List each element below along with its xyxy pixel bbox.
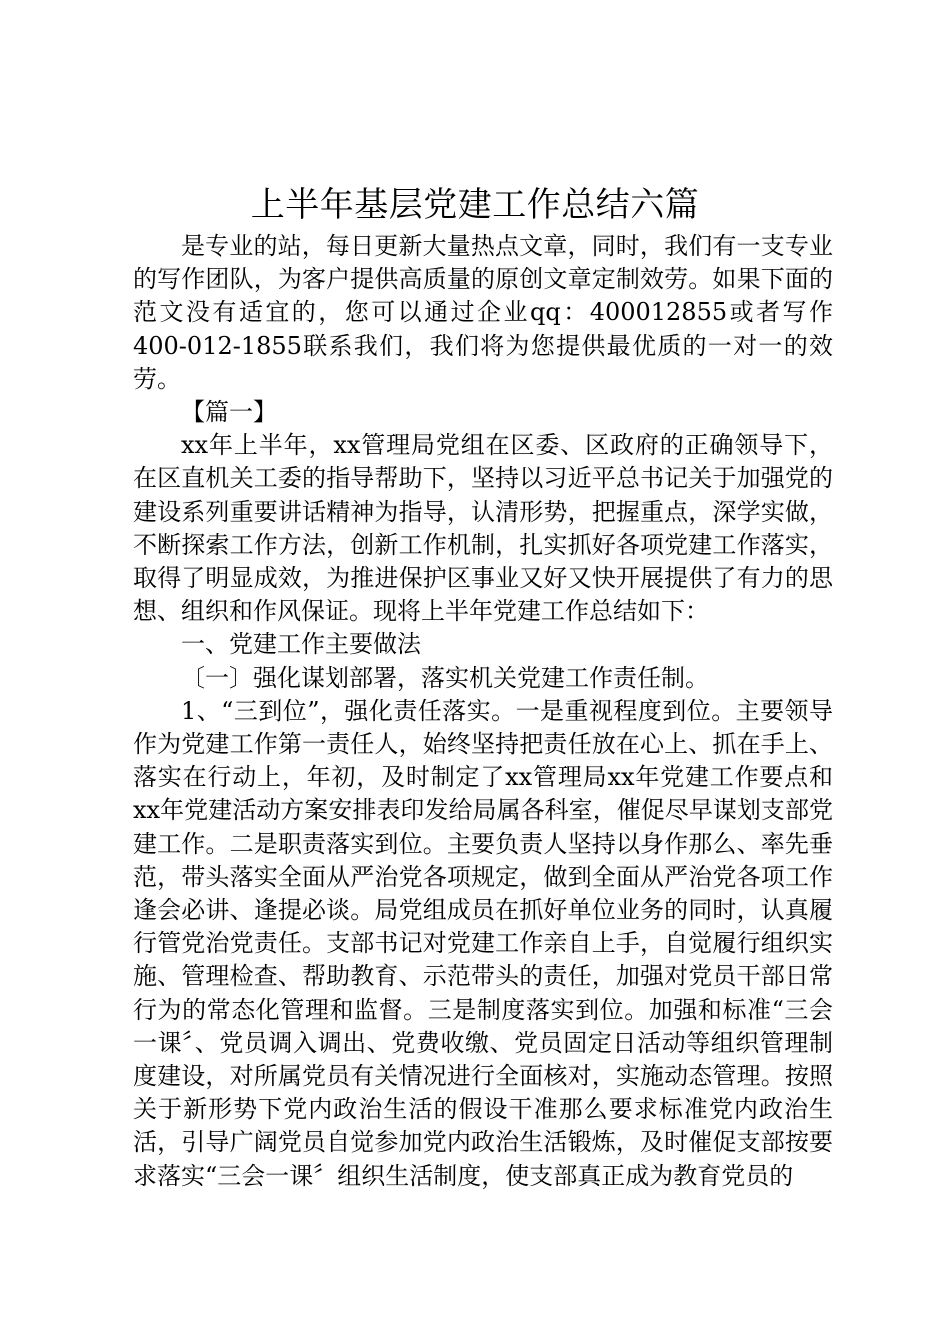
heading-main-practices: 一、党建工作主要做法 [181, 630, 421, 659]
paragraph-intro: 是专业的站，每日更新大量热点文章，同时，我们有一支专业的写作团队，为客户提供高质量的原创文章定制效劳。如果下面的范文没有适宜的，您可以通过企业qq：400012855或者写作 400-012-1855联系我们，我们将为您提供最优质的一对一的效劳。 [133, 232, 865, 393]
document-body [133, 230, 865, 1193]
paragraph-responsibility: 1、“三到位”，强化责任落实。一是重视程度到位。主要领导作为党建工作第一责任人，始终坚持把责任放在心上、抓在手上、落实在行动上，年初，及时制定了xx管理局xx年党建工作要点和xx年党建活动方案安排表印发给局属各科室，催促尽早谋划支部党建工作。二是职责落实到位。主要负责人坚持以身作那么、率先垂范，带头落实全面从严治党各项规定，做到全面从严治党各项工作逢会必讲、逢提必谈。局党组成员在抓好单位业务的同时，认真履行管党治党责任。支部书记对党建工作亲自上手，自觉履行组织实施、管理检查、帮助教育、示范带头的责任，加强对党员干部日常行为的常态化管理和监督。三是制度落实到位。加强和标准“三会一课〞、党员调入调出、党费收缴、党员固定日活动等组织管理制度建设，对所属党员有关情况进行全面核对，实施动态管理。按照关于新形势下党内政治生活的假设干准那么要求标准党内政治生活，引导广阔党员自觉参加党内政治生活锻炼，及时催促支部按要求落实“三会一课〞组织生活制度，使支部真正成为教育党员的 [133, 696, 833, 1190]
paragraph-overview: xx年上半年，xx管理局党组在区委、区政府的正确领导下，在区直机关工委的指导帮助下，坚持以习近平总书记关于加强党的建设系列重要讲话精神为指导，认清形势，把握重点，深学实做，不断探索工作方法，创新工作机制，扎实抓好各项党建工作落实，取得了明显成效，为推进保护区事业又好又快开展提供了有力的思想、组织和作风保证。现将上半年党建工作总结如下： [133, 431, 833, 626]
document-title: 上半年基层党建工作总结六篇 [250, 185, 700, 225]
subheading-planning: 〔一〕强化谋划部署，落实机关党建工作责任制。 [181, 663, 709, 692]
section-heading-part-one: 【篇一】 [181, 398, 277, 427]
